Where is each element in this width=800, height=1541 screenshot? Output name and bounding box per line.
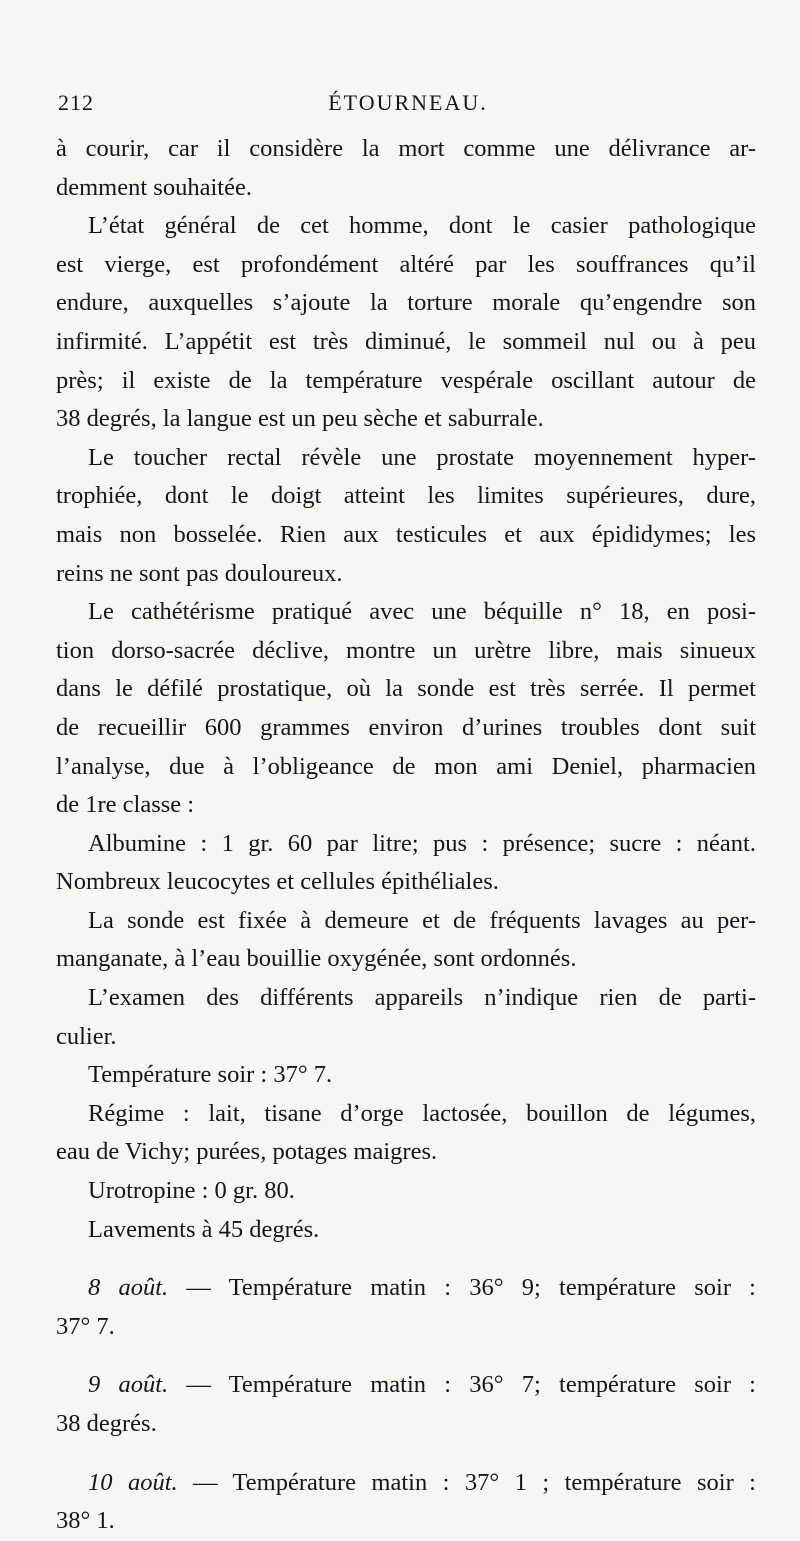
text-line: infirmité. L’appétit est très diminué, le sommeil nul ou à peu — [56, 327, 756, 355]
text-line: Régime : lait, tisane d’orge lactosée, bouillon de légumes, — [88, 1099, 756, 1127]
entry-line — [56, 1464, 756, 1503]
entry-continuation: 38 degrés. — [56, 1410, 157, 1437]
spacer — [56, 1444, 756, 1464]
text-line: Nombreux leucocytes et cellules épithéliales. — [56, 868, 499, 896]
text-line: endure, auxquelles s’ajoute la torture morale qu’engendre son — [56, 289, 756, 317]
text-line: mais non bosselée. Rien aux testicules et aux épididymes; les — [56, 520, 756, 548]
entry-line — [56, 1366, 756, 1405]
text-line: l’analyse, due à l’obligeance de mon ami Deniel, pharmacien — [56, 752, 756, 780]
entry-text: — Température matin : 37° 1 ; température soir : — [177, 1468, 756, 1496]
text-line: à courir, car il considère la mort comme une délivrance ar- — [56, 135, 756, 162]
text-line: eau de Vichy; purées, potages maigres. — [56, 1138, 438, 1166]
page-header — [58, 90, 758, 120]
text-line: trophiée, dont le doigt atteint les limites supérieures, dure, — [56, 482, 756, 510]
text-line: culier. — [56, 1022, 117, 1050]
text-line: Lavements à 45 degrés. — [88, 1215, 320, 1243]
text-line: 38 degrés, la langue est un peu sèche et saburrale. — [56, 405, 544, 433]
text-line: L’état général de cet homme, dont le casier pathologique — [88, 212, 756, 240]
spacer — [56, 1346, 756, 1366]
text-line: près; il existe de la température vespérale oscillant autour de — [56, 366, 756, 394]
entry-text: — Température matin : 36° 9; température soir : — [168, 1274, 756, 1302]
text-line: est vierge, est profondément altéré par les souffrances qu’il — [56, 250, 756, 278]
text-line: L’examen des différents appareils n’indique rien de parti- — [88, 984, 756, 1012]
entry-date: 10 août. — [88, 1468, 178, 1496]
text-line: tion dorso-sacrée déclive, montre un urètre libre, mais sinueux — [56, 636, 756, 664]
text-line: manganate, à l’eau bouillie oxygénée, sont ordonnés. — [56, 945, 577, 973]
text-line: Le toucher rectal révèle une prostate moyennement hyper- — [88, 443, 756, 471]
text-line: reins ne sont pas douloureux. — [56, 559, 343, 587]
entry-line — [56, 1269, 756, 1308]
running-title: ÉTOURNEAU. — [328, 90, 488, 115]
text-line: Le cathétérisme pratiqué avec une béquille n° 18, en posi- — [88, 598, 756, 626]
entry-continuation: 38° 1. — [56, 1507, 115, 1535]
text-line: dans le défilé prostatique, où la sonde est très serrée. Il permet — [56, 675, 756, 703]
entry-date: 8 août. — [88, 1274, 169, 1302]
text-line: La sonde est fixée à demeure et de fréquents lavages au per- — [88, 906, 756, 934]
page-number: 212 — [58, 90, 94, 115]
text-line: de recueillir 600 grammes environ d’urines troubles dont suit — [56, 713, 756, 741]
entry-text: — Température matin : 36° 7; température soir : — [168, 1371, 756, 1399]
text-line: demment souhaitée. — [56, 173, 252, 201]
spacer — [56, 1249, 756, 1269]
text-line: Urotropine : 0 gr. 80. — [88, 1177, 295, 1205]
text-line: Température soir : 37° 7. — [88, 1061, 333, 1089]
text-line: de 1re classe : — [56, 791, 195, 819]
entry-continuation: 37° 7. — [56, 1312, 115, 1340]
text-line: Albumine : 1 gr. 60 par litre; pus : présence; sucre : néant. — [88, 829, 756, 857]
entry-date: 9 août. — [88, 1371, 169, 1399]
body-text — [56, 130, 756, 1541]
